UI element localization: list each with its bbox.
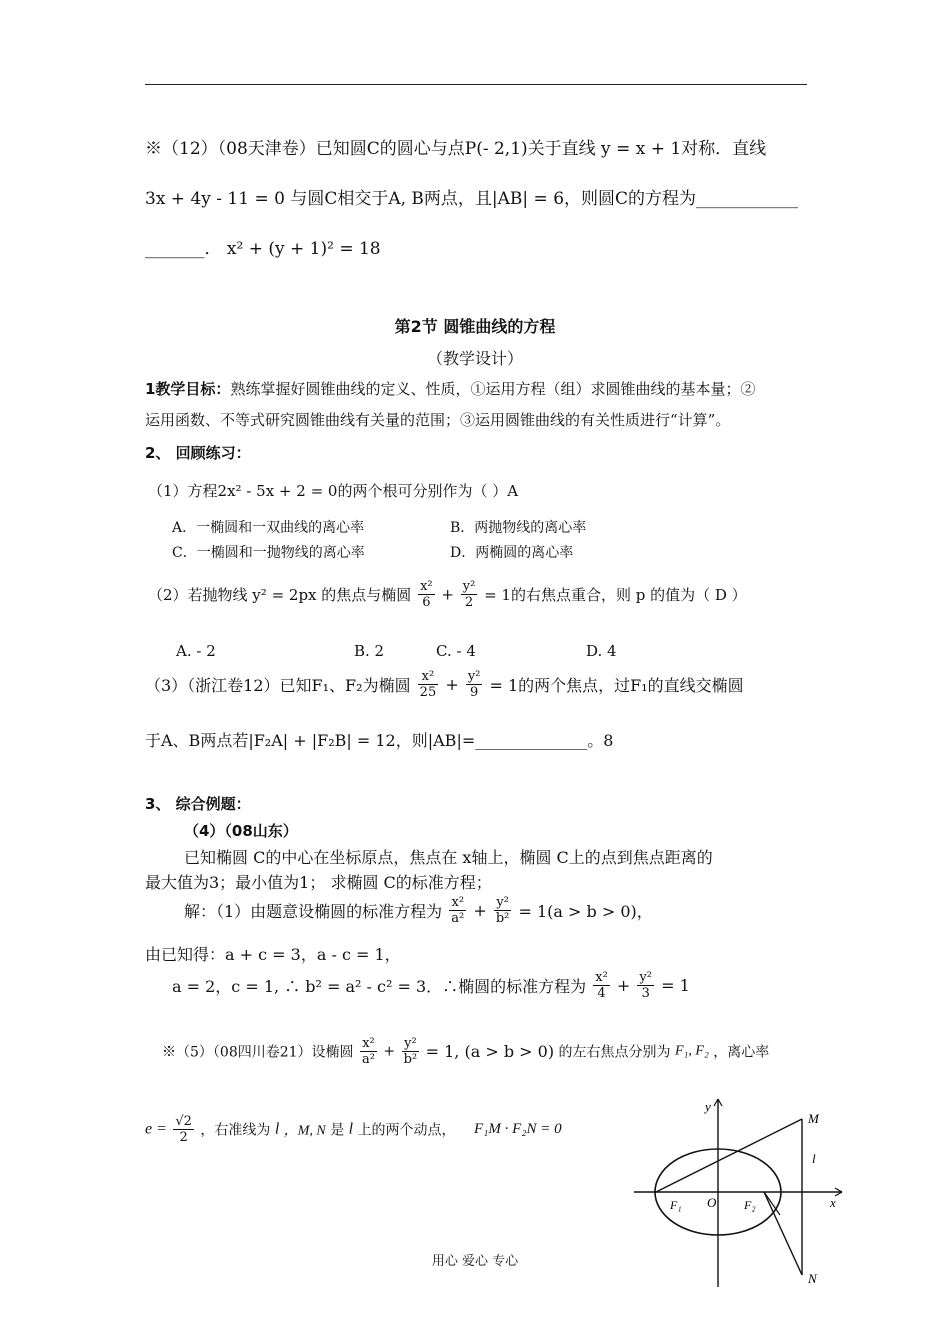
- question-5-line2-a: ，右准线为: [200, 1122, 271, 1139]
- problem-12-line3: _______． x² + (y + 1)² = 18: [145, 239, 381, 259]
- examples-heading: 3、 综合例题：: [145, 795, 251, 813]
- figure-label-n: N: [808, 1271, 817, 1286]
- question-5-post: 的左右焦点分别为: [558, 1044, 671, 1061]
- teaching-goals-text: 熟练掌握好圆锥曲线的定义、性质，①运用方程（组）求圆锥曲线的基本量；②: [230, 380, 756, 398]
- solution-result-pre: a = 2，c = 1, ∴ b² = a² - c² = 3．∴椭圆的标准方程为: [172, 977, 587, 996]
- figure-label-o: O: [707, 1195, 717, 1210]
- result-fraction-x: $\frac{\text{x²}}{4}$: [595, 970, 608, 1001]
- result-plus: +: [616, 976, 631, 995]
- segment-f1-m: [656, 1119, 802, 1192]
- directrix-symbol: l: [274, 1120, 280, 1138]
- section-title: 第2节 圆锥曲线的方程: [394, 317, 556, 336]
- question-1-option-a: A．一椭圆和一双曲线的离心率: [172, 520, 365, 536]
- question-2-option-d: D. 4: [586, 642, 617, 660]
- question-4-line1: 已知椭圆 C的中心在坐标原点，焦点在 x轴上，椭圆 C上的点到焦点距离的: [184, 848, 713, 867]
- question-3-plus: +: [445, 675, 459, 694]
- question-3-post: = 1的两个焦点，过F₁的直线交椭圆: [489, 676, 744, 695]
- question-2-pre: （2）若抛物线 y² = 2px 的焦点与椭圆: [148, 586, 412, 604]
- question-2-post: = 1的右焦点重合，则 p 的值为（ D ）: [484, 586, 747, 604]
- result-fraction-y: $\frac{\text{y²}}{3}$: [639, 970, 652, 1001]
- question-3-line2: 于A、B两点若|F₂A| + |F₂B| = 12，则|AB|=______________。8: [145, 731, 614, 750]
- question-5-line1: [162, 1036, 769, 1067]
- question-5-fraction-y: $\frac{\text{y²}}{\text{b²}}$: [403, 1036, 418, 1067]
- problem-12-line2: 3x + 4y - 11 = 0 与圆C相交于A, B两点，且|AB| = 6，则圆C的方程为____________: [145, 189, 799, 209]
- review-heading: 2、 回顾练习：: [145, 444, 251, 462]
- solution-known: 由已知得：a + c = 3，a - c = 1，: [145, 945, 401, 964]
- teaching-goals-label: 1教学目标：: [145, 380, 231, 398]
- question-4-title: （4）（08山东）: [184, 822, 298, 840]
- page-footer: 用心 爱心 专心: [431, 1254, 519, 1269]
- question-5-mid: = 1, (a > b > 0): [425, 1042, 555, 1061]
- solution-fraction-x: $\frac{\text{x²}}{\text{a²}}$: [451, 895, 465, 926]
- question-3-fraction-y: $\frac{\text{y²}}{9}$: [467, 669, 481, 700]
- question-2-option-b: B. 2: [354, 642, 385, 660]
- figure-label-m: M: [808, 1111, 819, 1126]
- question-5-foci: F₁, F₂: [674, 1043, 709, 1059]
- eccentricity-fraction: $\frac{√2}{2}$: [175, 1114, 192, 1145]
- solution-result-post: = 1: [661, 976, 690, 995]
- solution-pre: 解：（1）由题意设椭圆的标准方程为: [184, 902, 443, 921]
- figure-label-x: x: [830, 1195, 836, 1210]
- solution-result: [172, 970, 690, 1001]
- question-3-stem: [145, 669, 744, 700]
- problem-12-line1: ※（12）（08天津卷）已知圆C的圆心与点P(- 2,1)关于直线 y = x + 1对称．直线: [145, 139, 767, 159]
- question-2-plus: +: [441, 585, 454, 604]
- question-3-fraction-x: $\frac{\text{x²}}{25}$: [419, 669, 437, 700]
- eccentricity-label: e =: [145, 1120, 167, 1138]
- question-2-stem: [148, 579, 747, 610]
- question-2-fraction-y: $\frac{\text{y²}}{2}$: [462, 579, 476, 610]
- question-2-fraction-x: $\frac{\text{x²}}{6}$: [420, 579, 433, 610]
- perpendicular-condition: F₁M · F₂N = 0: [474, 1121, 562, 1137]
- header-rule: [145, 84, 807, 85]
- solution-line: [184, 895, 653, 926]
- question-1-option-d: D．两椭圆的离心率: [450, 545, 574, 561]
- question-1-option-c: C．一椭圆和一抛物线的离心率: [172, 545, 365, 561]
- solution-plus: +: [473, 901, 487, 920]
- figure-label-f2: F₂: [744, 1198, 756, 1212]
- question-2-option-a: A. - 2: [176, 642, 216, 660]
- figure-label-f1: F₁: [670, 1198, 682, 1212]
- question-5-line2-e: 上的两个动点，: [357, 1122, 456, 1139]
- solution-post: = 1(a > b > 0)，: [518, 902, 653, 921]
- solution-fraction-y: $\frac{\text{y²}}{\text{b²}}$: [495, 895, 510, 926]
- question-5-plus: +: [383, 1043, 396, 1060]
- question-3-pre: （3）（浙江卷12）已知F₁、F₂为椭圆: [145, 676, 411, 695]
- question-5-pre: ※（5）（08四川卷21）设椭圆: [162, 1044, 354, 1061]
- question-5-fraction-x: $\frac{\text{x²}}{\text{a²}}$: [362, 1036, 375, 1067]
- question-5-line2: [145, 1114, 562, 1145]
- question-4-line2: 最大值为3；最小值为1； 求椭圆 C的标准方程；: [145, 873, 492, 892]
- teaching-goals-line2: 运用函数、不等式研究圆锥曲线有关量的范围；③运用圆锥曲线的有关性质进行“计算”。: [145, 411, 731, 429]
- segment-f2-aux: [764, 1192, 780, 1215]
- figure-label-l: l: [812, 1151, 816, 1166]
- question-5-line2-b: ，M, N: [283, 1123, 326, 1139]
- question-1-option-b: B．两抛物线的离心率: [450, 520, 587, 536]
- question-2-option-c: C. - 4: [436, 642, 476, 660]
- question-5-line2-c: 是: [330, 1122, 345, 1139]
- teaching-goals-line1: [145, 378, 755, 399]
- question-1-stem: （1）方程2x² - 5x + 2 = 0的两个根可分别作为（ ）A: [148, 482, 519, 500]
- directrix-symbol-2: l: [348, 1120, 354, 1138]
- question-5-ecc: ，离心率: [713, 1044, 770, 1061]
- section-subtitle: （教学设计）: [426, 349, 523, 368]
- figure-label-y: y: [705, 1099, 711, 1114]
